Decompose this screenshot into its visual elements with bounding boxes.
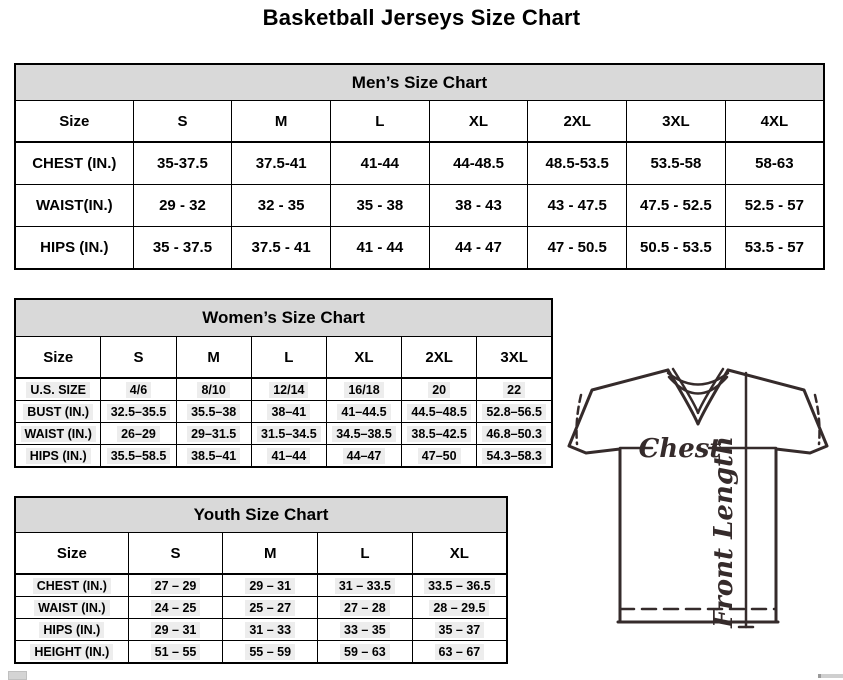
measurement-row xyxy=(15,378,552,401)
women-size-table xyxy=(14,298,553,468)
highlighted-text: 35 – 37 xyxy=(435,622,485,638)
measurement-value xyxy=(412,574,507,597)
chest-label: Chest xyxy=(638,434,722,464)
measurement-value xyxy=(223,597,318,619)
measurement-value xyxy=(402,378,477,401)
measurement-value: 35 - 38 xyxy=(330,185,429,227)
measurement-value xyxy=(251,378,326,401)
measurement-value xyxy=(251,423,326,445)
highlighted-text: 26–29 xyxy=(117,426,160,442)
size-column-header: 3XL xyxy=(477,337,552,379)
highlighted-text: BUST (IN.) xyxy=(23,404,93,420)
measurement-row xyxy=(15,574,507,597)
measurement-row-label: HIPS (IN.) xyxy=(15,227,133,270)
measurement-value xyxy=(101,378,176,401)
measurement-value: 32 - 35 xyxy=(232,185,331,227)
measurement-value xyxy=(176,445,251,468)
jersey-right-outline xyxy=(728,370,827,622)
measurement-value xyxy=(477,445,552,468)
highlighted-text: HIPS (IN.) xyxy=(26,448,91,464)
highlighted-text: 24 – 25 xyxy=(151,600,201,616)
measurement-value: 38 - 43 xyxy=(429,185,528,227)
size-column-header: 2XL xyxy=(528,101,627,143)
measurement-value: 44 - 47 xyxy=(429,227,528,270)
measurement-value: 53.5-58 xyxy=(627,142,726,185)
measurement-value xyxy=(176,401,251,423)
size-column-header: L xyxy=(251,337,326,379)
highlighted-text: 32.5–35.5 xyxy=(107,404,171,420)
highlighted-text: HIPS (IN.) xyxy=(39,622,104,638)
measurement-value xyxy=(318,641,413,664)
measurement-row xyxy=(15,445,552,468)
measurement-value xyxy=(251,401,326,423)
highlighted-text: 22 xyxy=(503,382,525,398)
measurement-value: 44-48.5 xyxy=(429,142,528,185)
measurement-value xyxy=(318,574,413,597)
measurement-value xyxy=(318,619,413,641)
highlighted-text: 63 – 67 xyxy=(435,644,485,660)
highlighted-text: 54.3–58.3 xyxy=(482,448,546,464)
measurement-row-label xyxy=(15,378,101,401)
highlighted-text: 29 – 31 xyxy=(245,578,295,594)
measurement-value: 58-63 xyxy=(725,142,824,185)
highlighted-text: 29–31.5 xyxy=(187,426,240,442)
measurement-row-label xyxy=(15,401,101,423)
measurement-value xyxy=(223,574,318,597)
highlighted-text: CHEST (IN.) xyxy=(33,578,111,594)
size-column-header: XL xyxy=(429,101,528,143)
highlighted-text: 31 – 33 xyxy=(245,622,295,638)
measurement-row xyxy=(15,641,507,664)
measurement-value xyxy=(101,445,176,468)
highlighted-text: 38.5–42.5 xyxy=(407,426,471,442)
highlighted-text: 44.5–48.5 xyxy=(407,404,471,420)
measurement-value xyxy=(477,401,552,423)
measurement-value: 43 - 47.5 xyxy=(528,185,627,227)
highlighted-text: 8/10 xyxy=(197,382,229,398)
highlighted-text: 31.5–34.5 xyxy=(257,426,321,442)
measurement-value: 53.5 - 57 xyxy=(725,227,824,270)
highlighted-text: 25 – 27 xyxy=(245,600,295,616)
measurement-value xyxy=(128,597,223,619)
youth-chart-title: Youth Size Chart xyxy=(15,497,507,533)
highlighted-text: U.S. SIZE xyxy=(26,382,90,398)
measurement-row xyxy=(15,401,552,423)
measurement-value xyxy=(318,597,413,619)
measurement-row-label: WAIST(IN.) xyxy=(15,185,133,227)
highlighted-text: 29 – 31 xyxy=(151,622,201,638)
measurement-value: 35-37.5 xyxy=(133,142,232,185)
measurement-row xyxy=(15,597,507,619)
size-column-header: L xyxy=(318,533,413,575)
measurement-row-label xyxy=(15,597,128,619)
highlighted-text: WAIST (IN.) xyxy=(34,600,109,616)
measurement-row xyxy=(15,619,507,641)
size-column-header: M xyxy=(232,101,331,143)
highlighted-text: 38–41 xyxy=(267,404,310,420)
measurement-value xyxy=(412,641,507,664)
measurement-value xyxy=(223,641,318,664)
womens-size-chart xyxy=(14,298,553,468)
measurement-value: 48.5-53.5 xyxy=(528,142,627,185)
measurement-value: 35 - 37.5 xyxy=(133,227,232,270)
size-column-header: 2XL xyxy=(402,337,477,379)
measurement-value xyxy=(176,378,251,401)
men-chart-title: Men’s Size Chart xyxy=(15,64,824,101)
measurement-value: 41 - 44 xyxy=(330,227,429,270)
size-column-header: 3XL xyxy=(627,101,726,143)
measurement-value xyxy=(128,574,223,597)
highlighted-text: 41–44.5 xyxy=(337,404,390,420)
highlighted-text: 35.5–38 xyxy=(187,404,240,420)
measurement-value xyxy=(402,445,477,468)
highlighted-text: 55 – 59 xyxy=(245,644,295,660)
highlighted-text: WAIST (IN.) xyxy=(21,426,96,442)
measurement-value: 37.5 - 41 xyxy=(232,227,331,270)
highlighted-text: 51 – 55 xyxy=(151,644,201,660)
measurement-value: 47 - 50.5 xyxy=(528,227,627,270)
measurement-value xyxy=(477,423,552,445)
measurement-value xyxy=(251,445,326,468)
highlighted-text: 47–50 xyxy=(418,448,461,464)
measurement-value xyxy=(128,641,223,664)
highlighted-text: 16/18 xyxy=(344,382,383,398)
size-column-header: XL xyxy=(326,337,401,379)
measurement-value: 47.5 - 52.5 xyxy=(627,185,726,227)
size-column-header: L xyxy=(330,101,429,143)
measurement-value xyxy=(402,423,477,445)
size-column-header: 4XL xyxy=(725,101,824,143)
highlighted-text: 28 – 29.5 xyxy=(429,600,489,616)
measurement-row xyxy=(15,227,824,270)
measurement-row-label: CHEST (IN.) xyxy=(15,142,133,185)
measurement-value xyxy=(326,445,401,468)
measurement-value: 41-44 xyxy=(330,142,429,185)
measurement-value xyxy=(128,619,223,641)
highlighted-text: 59 – 63 xyxy=(340,644,390,660)
size-corner-header: Size xyxy=(15,101,133,143)
measurement-value: 50.5 - 53.5 xyxy=(627,227,726,270)
highlighted-text: 27 – 29 xyxy=(151,578,201,594)
size-column-header: S xyxy=(101,337,176,379)
highlighted-text: 31 – 33.5 xyxy=(335,578,395,594)
highlighted-text: 4/6 xyxy=(126,382,151,398)
measurement-value xyxy=(412,619,507,641)
highlighted-text: 35.5–58.5 xyxy=(107,448,171,464)
highlighted-text: 34.5–38.5 xyxy=(332,426,396,442)
jersey-outline-icon xyxy=(556,360,841,675)
measurement-value: 52.5 - 57 xyxy=(725,185,824,227)
measurement-row xyxy=(15,185,824,227)
mens-size-chart xyxy=(14,63,825,270)
measurement-value: 29 - 32 xyxy=(133,185,232,227)
measurement-value xyxy=(326,378,401,401)
measurement-row-label xyxy=(15,423,101,445)
measurement-value: 37.5-41 xyxy=(232,142,331,185)
highlighted-text: 44–47 xyxy=(343,448,386,464)
highlighted-text: 52.8–56.5 xyxy=(482,404,546,420)
scrollbar-fragment-right[interactable] xyxy=(818,674,843,678)
measurement-row xyxy=(15,423,552,445)
page-title: Basketball Jerseys Size Chart xyxy=(262,5,581,30)
highlighted-text: 46.8–50.3 xyxy=(482,426,546,442)
women-chart-title: Women’s Size Chart xyxy=(15,299,552,337)
size-column-header: M xyxy=(223,533,318,575)
measurement-value xyxy=(326,423,401,445)
measurement-row xyxy=(15,142,824,185)
measurement-row-label xyxy=(15,641,128,664)
measurement-row-label xyxy=(15,574,128,597)
measurement-row-label xyxy=(15,445,101,468)
youth-size-table xyxy=(14,496,508,664)
measurement-value xyxy=(101,401,176,423)
measurement-value xyxy=(402,401,477,423)
highlighted-text: 41–44 xyxy=(267,448,310,464)
measurement-value xyxy=(412,597,507,619)
size-corner-header: Size xyxy=(15,337,101,379)
highlighted-text: 33.5 – 36.5 xyxy=(424,578,495,594)
measurement-value xyxy=(477,378,552,401)
size-corner-header: Size xyxy=(15,533,128,575)
youth-size-chart xyxy=(14,496,508,664)
highlighted-text: 38.5–41 xyxy=(187,448,240,464)
size-column-header: S xyxy=(128,533,223,575)
measurement-row-label xyxy=(15,619,128,641)
highlighted-text: 27 – 28 xyxy=(340,600,390,616)
size-column-header: M xyxy=(176,337,251,379)
highlighted-text: 20 xyxy=(428,382,450,398)
highlighted-text: 33 – 35 xyxy=(340,622,390,638)
jersey-left-outline xyxy=(569,370,668,622)
measurement-value xyxy=(101,423,176,445)
highlighted-text: HEIGHT (IN.) xyxy=(30,644,113,660)
front-length-label: Front Length xyxy=(709,436,739,628)
jersey-measurement-diagram xyxy=(556,360,841,675)
measurement-value xyxy=(326,401,401,423)
measurement-value xyxy=(223,619,318,641)
measurement-value xyxy=(176,423,251,445)
size-column-header: S xyxy=(133,101,232,143)
highlighted-text: 12/14 xyxy=(269,382,308,398)
men-size-table xyxy=(14,63,825,270)
size-column-header: XL xyxy=(412,533,507,575)
